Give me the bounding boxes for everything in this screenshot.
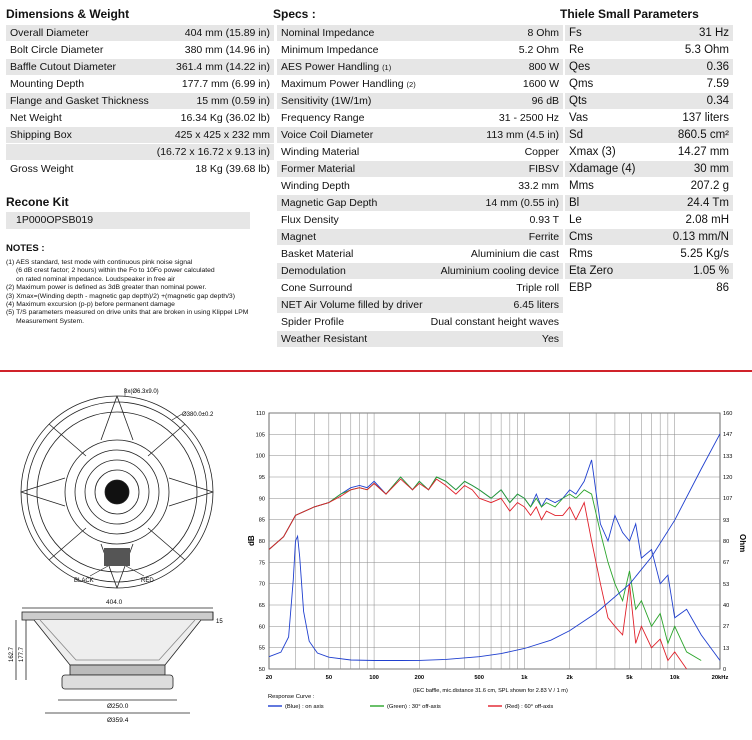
spec-value: 5.2 Ohm [518,44,560,56]
spec-row [277,93,563,109]
y-tick-label: 50 [258,667,265,673]
spec-value: Yes [427,331,563,347]
spec-value: 8 Ohm [427,25,563,41]
spec-label [277,59,427,75]
dimension-label: Baffle Cutout Diameter [6,59,153,75]
ts-param-row [565,280,733,296]
thiele-table [565,24,733,297]
width-dimension: 404.0 [106,599,123,606]
dimension-row-continued [6,144,274,160]
frequency-response-chart [247,404,750,740]
y-right-tick-label: 27 [723,623,730,630]
spec-label [277,76,427,92]
dimensions-title: Dimensions & Weight [6,7,130,21]
spec-label: Cone Surround [281,282,353,294]
spec-row [277,178,563,194]
ts-param-value: 860.5 cm² [655,127,733,143]
chart-caption: (IEC baffle, mic.distance 31.6 cm, SPL shown for 2.83 V / 1 m) [413,688,568,694]
spec-value: 1600 W [522,78,560,90]
spec-footnote: (1) [382,63,392,72]
depth-b-dimension: 177.7 [19,646,25,662]
ts-param-row [565,25,733,41]
terminal-red-label: RED [141,578,154,584]
y-right-tick-label: 53 [723,582,730,589]
ts-param-row [565,42,733,58]
spec-label: Magnetic Gap Depth [277,195,427,211]
spec-value: 6.45 liters [427,297,563,313]
x-tick-label: 20 [265,675,273,681]
y-tick-label: 85 [258,517,265,524]
spec-label-text: AES Power Handling [281,61,380,73]
ts-param-label: Sd [565,127,655,143]
y-right-tick-label: 147 [723,431,733,438]
spec-label: Sensitivity (1W/1m) [277,93,427,109]
spec-value: 31 - 2500 Hz [498,112,560,124]
dimension-label: Mounting Depth [6,76,153,92]
bolt-circle-label: Ø380.0±0.2 [182,412,214,418]
thiele-title: Thiele Small Parameters [560,7,699,21]
y-tick-label: 105 [255,432,265,439]
y-tick-label: 100 [255,453,265,460]
technical-drawing [0,380,250,740]
ts-param-row [565,212,733,228]
y-tick-label: 70 [258,581,265,588]
spec-row [277,110,563,126]
legend-label: (Red) : 60° off-axis [505,704,554,710]
legend-title: Response Curve : [268,694,315,700]
terminal-block [104,548,130,566]
ts-param-label: Qms [569,78,594,90]
note-line: (6 dB crest factor; 2 hours) within the Fo to 10Fo power calculated [16,267,215,275]
y-tick-label: 65 [258,603,265,609]
ts-param-label: Vas [569,112,588,124]
note-line: (3) Xmax=(Winding depth - magnetic gap depth)/2) +(magnetic gap depth/3) [6,292,235,300]
ts-param-value: 1.05 % [655,263,733,279]
spec-label: Demodulation [277,263,427,279]
spec-label-text: Maximum Power Handling [281,78,404,90]
x-tick-label: 200 [414,675,425,681]
spec-value: Aluminium cooling device [427,263,563,279]
y-right-tick-label: 40 [723,603,730,609]
spec-label: Winding Depth [281,180,350,192]
spec-value: Dual constant height waves [430,316,560,328]
note-line: Measurement System. [16,317,84,325]
spec-value: Triple roll [516,282,560,294]
spec-label: Spider Profile [281,316,345,328]
ts-param-row [565,246,733,262]
y-tick-label: 80 [258,539,265,545]
y-right-tick-label: 160 [723,411,733,417]
dimension-row [6,93,274,109]
ts-param-row [565,229,733,245]
x-tick-label: 100 [369,675,379,681]
note-line: on rated nominal impedance. Loudspeaker in free air [16,275,176,283]
spec-value: Copper [524,146,560,158]
spec-row [277,25,563,41]
ts-param-label: Qts [565,93,655,109]
ts-param-value: 2.08 mH [685,214,729,226]
ts-param-value: 5.25 Kg/s [680,248,729,260]
specs-title: Specs : [273,7,316,21]
spec-label: Basket Material [281,248,354,260]
spec-row [277,127,563,143]
ts-param-value: 31 Hz [655,25,733,41]
ts-param-row [565,161,733,177]
dimension-value: 16.34 Kg (36.02 lb) [153,110,274,126]
dimension-value: 18 Kg (39.68 lb) [153,161,274,177]
x-tick-label: 50 [325,675,333,681]
spec-row [277,297,563,313]
legend-label: (Blue) : on axis [285,704,324,710]
dimension-label: Net Weight [6,110,153,126]
dimension-row [6,42,274,58]
spec-value: 33.2 mm [518,180,560,192]
ts-param-label: Xmax (3) [569,146,616,158]
ts-param-value: 207.2 g [690,180,729,192]
note-line: (5) T/S parameters measured on drive units that are broken in using Klippel LPM [6,309,249,317]
spec-value: 14 mm (0.55 in) [427,195,563,211]
ts-param-value: 14.27 mm [677,146,729,158]
spec-row [277,331,563,347]
ts-param-row [565,76,733,92]
spec-label: NET Air Volume filled by driver [277,297,427,313]
spec-label: Former Material [277,161,427,177]
ts-param-label: Cms [565,229,655,245]
dimensions-table [6,24,274,178]
ts-param-row [565,59,733,75]
x-tick-label: 5k [626,675,633,681]
x-tick-label: 2k [566,675,573,681]
spec-label: Voice Coil Diameter [277,127,427,143]
spec-row [277,59,563,75]
note-line: (2) Maximum power is defined as 3dB greater than nominal power. [6,284,207,292]
ts-param-row [565,263,733,279]
notes-list [6,259,256,326]
spec-label: Magnet [277,229,427,245]
dimension-label: Flange and Gasket Thickness [6,93,153,109]
x-tick-label: 1k [521,675,528,681]
ts-param-label: Bl [565,195,655,211]
y-right-tick-label: 120 [723,475,733,481]
dimension-value: 177.7 mm (6.99 in) [153,76,274,92]
y-tick-label: 95 [258,475,265,481]
spec-label: Frequency Range [281,112,365,124]
ts-param-value: 137 liters [682,112,729,124]
ts-param-value: 30 mm [655,161,733,177]
ts-param-label: Re [569,44,584,56]
y-right-tick-label: 93 [723,518,730,525]
spec-value: 113 mm (4.5 in) [427,127,563,143]
ts-param-label: Xdamage (4) [565,161,655,177]
terminal-black-label: BLACK [74,578,94,584]
dimension-row [6,25,274,41]
spec-row [277,212,563,228]
x-tick-label: 20kHz [711,675,729,681]
y-tick-label: 55 [258,645,265,652]
spec-row [277,76,563,92]
y-right-tick-label: 67 [723,559,730,566]
y-tick-label: 60 [258,624,265,631]
y-right-tick-label: 13 [723,646,730,653]
spec-row [277,263,563,279]
y-right-tick-label: 133 [723,454,733,461]
dimension-label: Bolt Circle Diameter [6,42,153,58]
dimension-value: 361.4 mm (14.22 in) [153,59,274,75]
x-tick-label: 10k [669,675,680,681]
spec-footnote: (2) [406,80,416,89]
spec-label: Flux Density [281,214,339,226]
dimension-row [6,59,274,75]
notes-title: NOTES : [6,243,45,254]
depth-a-dimension: 162.7 [9,646,15,662]
dimension-label: Shipping Box [6,127,153,143]
spec-value: 0.93 T [529,214,560,226]
ts-param-value: 24.4 Tm [655,195,733,211]
ts-param-value: 5.3 Ohm [684,44,729,56]
dimension-row [6,76,274,92]
ts-param-label: EBP [569,282,593,294]
y-right-axis-label: Ohm [738,534,747,553]
ts-param-row [565,110,733,126]
ts-param-label: Mms [569,180,594,192]
ts-param-value: 0.13 mm/N [655,229,733,245]
ts-param-value: 0.34 [655,93,733,109]
specs-table [277,24,563,348]
ts-param-row [565,127,733,143]
ts-param-label: Le [569,214,582,226]
recone-title: Recone Kit [6,195,69,209]
ts-param-label: Rms [569,248,593,260]
spec-label: Winding Material [281,146,360,158]
dimension-row [6,127,274,143]
y-tick-label: 90 [258,496,265,503]
spec-row [277,161,563,177]
dimension-label-empty [6,144,153,160]
spec-row [277,229,563,245]
flange-dimension: 15 [216,619,223,625]
spec-value: 800 W [427,59,563,75]
section-divider [0,370,752,372]
y-right-tick-label: 107 [723,495,733,502]
dimension-label: Overall Diameter [6,25,153,41]
dimension-value: 404 mm (15.89 in) [153,25,274,41]
dimension-row [6,161,274,177]
y-tick-label: 110 [256,411,265,417]
ts-param-label: Eta Zero [565,263,655,279]
dimension-row [6,110,274,126]
ts-param-label: Fs [565,25,655,41]
dimension-value: 380 mm (14.96 in) [153,42,274,58]
y-tick-label: 75 [258,560,265,567]
spec-value: FIBSV [427,161,563,177]
ts-param-label: Qes [565,59,655,75]
spec-value: 96 dB [427,93,563,109]
spec-row [277,195,563,211]
spec-value: Aluminium die cast [470,248,560,260]
ts-param-row [565,144,733,160]
ts-param-row [565,93,733,109]
dimension-value: 425 x 425 x 232 mm [153,127,274,143]
spec-row [277,246,563,262]
ts-param-row [565,178,733,194]
legend-label: (Green) : 30° off-axis [387,704,441,710]
dimension-value-inches: (16.72 x 16.72 x 9.13 in) [153,144,274,160]
ts-param-row [565,195,733,211]
cutout-diameter-label: Ø359.4 [107,717,129,724]
spec-row [277,314,563,330]
recone-part-number: 1P000OPSB019 [6,212,250,229]
ts-param-value: 0.36 [655,59,733,75]
y-right-tick-label: 80 [723,539,730,545]
spec-label: Weather Resistant [277,331,427,347]
note-line: (1) AES standard, test mode with continuous pink noise signal [6,259,193,266]
y-right-tick-label: 0 [723,667,727,673]
dimension-value: 15 mm (0.59 in) [153,93,274,109]
ts-param-value: 86 [716,282,729,294]
spec-row [277,42,563,58]
spec-row [277,144,563,160]
spec-row [277,280,563,296]
mounting-holes-label: 8x(Ø6.3x9.0) [124,389,159,395]
spec-label: Nominal Impedance [277,25,427,41]
note-line: (4) Maximum excursion (p-p) before permanent damage [6,301,175,309]
y-axis-label: dB [247,535,256,546]
spec-label: Minimum Impedance [281,44,379,56]
ts-param-value: 7.59 [706,78,729,90]
x-tick-label: 500 [474,675,484,681]
dimension-label: Gross Weight [6,161,153,177]
side-view [16,599,213,713]
magnet-diameter-label: Ø250.0 [107,703,129,710]
spec-value: Ferrite [427,229,563,245]
